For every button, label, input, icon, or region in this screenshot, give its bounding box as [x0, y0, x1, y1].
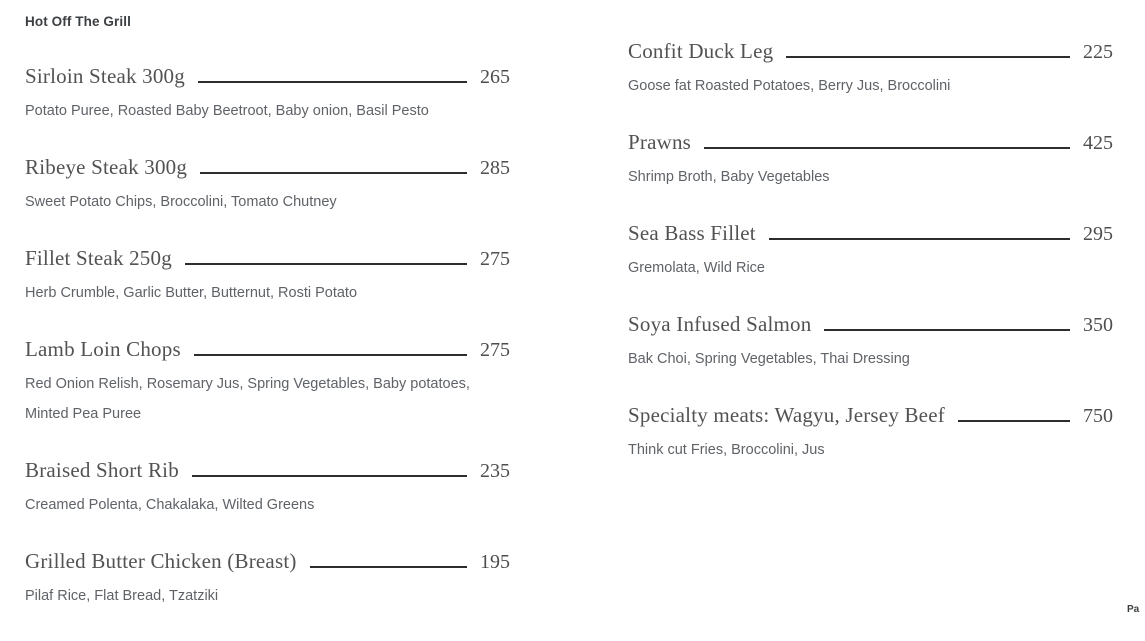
leader-line [185, 263, 467, 265]
menu-item-row [25, 65, 510, 88]
item-name: Sea Bass Fillet [628, 221, 756, 245]
leader-line [704, 147, 1070, 149]
item-price: 275 [480, 248, 510, 270]
menu-item-row [628, 222, 1113, 245]
item-name: Fillet Steak 250g [25, 246, 172, 270]
item-price: 750 [1083, 405, 1113, 427]
menu-item-row [25, 156, 510, 179]
item-description: Think cut Fries, Broccolini, Jus [628, 442, 825, 458]
menu-item [25, 459, 510, 520]
menu-item [25, 156, 510, 217]
menu-column-right [628, 14, 1113, 641]
item-price: 235 [480, 460, 510, 482]
item-price: 350 [1083, 314, 1113, 336]
menu-item [628, 40, 1113, 101]
menu-item [25, 338, 510, 429]
item-description: Red Onion Relish, Rosemary Jus, Spring Vegetables, Baby potatoes, Minted Pea Puree [25, 376, 470, 422]
menu-items-right [628, 40, 1113, 465]
menu-item-row [25, 247, 510, 270]
item-price: 295 [1083, 223, 1113, 245]
item-price: 425 [1083, 132, 1113, 154]
item-description: Goose fat Roasted Potatoes, Berry Jus, Broccolini [628, 78, 951, 94]
item-name: Confit Duck Leg [628, 39, 774, 63]
item-name: Prawns [628, 130, 692, 154]
item-price: 265 [480, 66, 510, 88]
menu-item-row [628, 313, 1113, 336]
item-description: Herb Crumble, Garlic Butter, Butternut, Rosti Potato [25, 285, 358, 301]
leader-line [786, 56, 1070, 58]
item-description: Shrimp Broth, Baby Vegetables [628, 169, 830, 185]
menu-item [628, 404, 1113, 465]
menu-item-row [628, 40, 1113, 63]
leader-line [200, 172, 467, 174]
leader-line [958, 420, 1070, 422]
leader-line [310, 566, 467, 568]
item-price: 225 [1083, 41, 1113, 63]
item-price: 275 [480, 339, 510, 361]
menu-item-row [628, 131, 1113, 154]
menu-item-row [628, 404, 1113, 427]
item-name: Soya Infused Salmon [628, 312, 812, 336]
item-name: Grilled Butter Chicken (Breast) [25, 549, 297, 573]
item-name: Sirloin Steak 300g [25, 64, 185, 88]
menu-item [628, 313, 1113, 374]
menu-item [25, 247, 510, 308]
menu-item [628, 131, 1113, 192]
item-name: Ribeye Steak 300g [25, 155, 188, 179]
item-description: Pilaf Rice, Flat Bread, Tzatziki [25, 588, 219, 604]
menu-item [25, 550, 510, 611]
leader-line [194, 354, 467, 356]
item-name: Lamb Loin Chops [25, 337, 181, 361]
menu-column-left [25, 14, 510, 641]
menu-item [628, 222, 1113, 283]
menu-item-row [25, 459, 510, 482]
corner-text-fragment: Pa [1127, 604, 1140, 615]
leader-line [198, 81, 467, 83]
item-description: Bak Choi, Spring Vegetables, Thai Dressing [628, 351, 910, 367]
item-price: 195 [480, 551, 510, 573]
item-price: 285 [480, 157, 510, 179]
leader-line [192, 475, 467, 477]
menu-item [25, 65, 510, 126]
menu-section-title: Hot Off The Grill [25, 14, 131, 29]
menu-item-row [25, 550, 510, 573]
item-description: Sweet Potato Chips, Broccolini, Tomato Chutney [25, 194, 337, 210]
item-description: Gremolata, Wild Rice [628, 260, 765, 276]
item-name: Specialty meats: Wagyu, Jersey Beef [628, 403, 945, 427]
item-description: Creamed Polenta, Chakalaka, Wilted Greens [25, 497, 315, 513]
item-name: Braised Short Rib [25, 458, 179, 482]
leader-line [824, 329, 1070, 331]
menu-items-left [25, 65, 510, 611]
menu-item-row [25, 338, 510, 361]
item-description: Potato Puree, Roasted Baby Beetroot, Baby onion, Basil Pesto [25, 103, 429, 119]
leader-line [769, 238, 1070, 240]
